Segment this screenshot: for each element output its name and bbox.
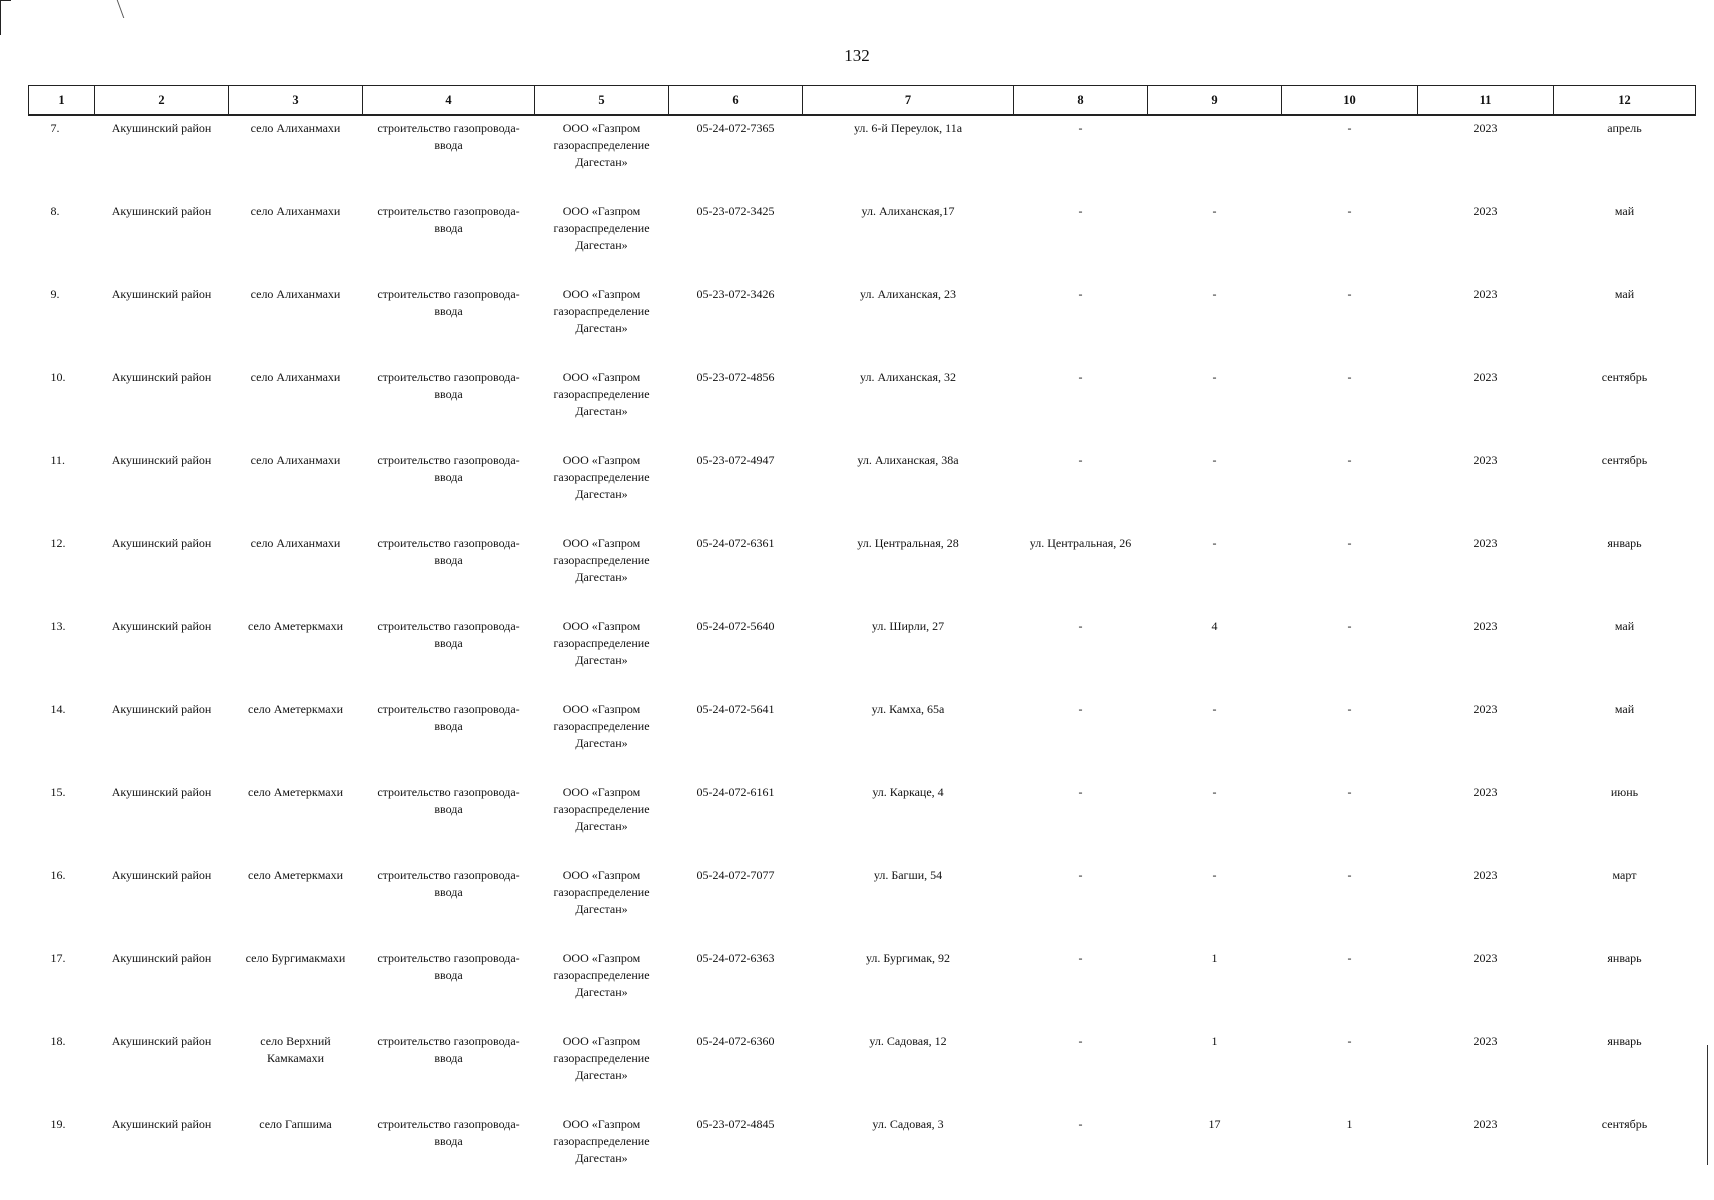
registration-number-cell: 05-24-072-7077 bbox=[696, 868, 775, 882]
settlement-cell: село Аметеркмахи bbox=[247, 868, 344, 882]
work-type-cell: строительство газопровода-ввода bbox=[377, 204, 520, 235]
registration-number-cell: 05-24-072-5641 bbox=[696, 702, 775, 716]
column-10-cell: - bbox=[1347, 785, 1352, 799]
organization-cell: ООО «Газпром газораспределение Дагестан» bbox=[553, 619, 650, 667]
settlement-cell: село Гапшима bbox=[259, 1117, 332, 1131]
month-cell: сентябрь bbox=[1601, 1117, 1648, 1131]
registration-number-cell: 05-24-072-7365 bbox=[696, 121, 775, 135]
address-cell: ул. Алиханская,17 bbox=[861, 204, 955, 218]
organization-cell: ООО «Газпром газораспределение Дагестан» bbox=[553, 1117, 650, 1165]
column-10-cell: 1 bbox=[1346, 1117, 1353, 1131]
address-cell: ул. 6-й Переулок, 11а bbox=[853, 121, 963, 135]
scan-corner-mark bbox=[0, 0, 11, 35]
page-number: 132 bbox=[844, 46, 870, 65]
registration-number-cell: 05-24-072-5640 bbox=[696, 619, 775, 633]
district-cell: Акушинский район bbox=[111, 619, 212, 633]
year-cell: 2023 bbox=[1473, 453, 1498, 467]
column-9-cell: - bbox=[1212, 702, 1217, 716]
organization-cell: ООО «Газпром газораспределение Дагестан» bbox=[553, 370, 650, 418]
district-cell: Акушинский район bbox=[111, 287, 212, 301]
column-8-cell: - bbox=[1078, 619, 1083, 633]
column-8-cell: ул. Центральная, 26 bbox=[1029, 536, 1132, 550]
month-cell: январь bbox=[1607, 536, 1642, 550]
year-cell: 2023 bbox=[1473, 121, 1498, 135]
column-9-cell: 1 bbox=[1211, 951, 1218, 965]
organization-cell: ООО «Газпром газораспределение Дагестан» bbox=[553, 287, 650, 335]
month-cell: май bbox=[1614, 204, 1635, 218]
settlement-cell: село Верхний Камкамахи bbox=[260, 1034, 331, 1065]
district-cell: Акушинский район bbox=[111, 868, 212, 882]
settlement-cell: село Алиханмахи bbox=[250, 121, 341, 135]
column-header: 12 bbox=[1554, 86, 1696, 116]
organization-cell: ООО «Газпром газораспределение Дагестан» bbox=[553, 204, 650, 252]
year-cell: 2023 bbox=[1473, 785, 1498, 799]
column-9-cell: - bbox=[1212, 453, 1217, 467]
month-cell: сентябрь bbox=[1601, 453, 1648, 467]
year-cell: 2023 bbox=[1473, 619, 1498, 633]
address-cell: ул. Садовая, 3 bbox=[872, 1117, 944, 1131]
district-cell: Акушинский район bbox=[111, 453, 212, 467]
column-10-cell: - bbox=[1347, 370, 1352, 384]
table-row bbox=[29, 1029, 1696, 1112]
column-10-cell: - bbox=[1347, 453, 1352, 467]
work-type-cell: строительство газопровода-ввода bbox=[377, 121, 520, 152]
registration-number-cell: 05-23-072-4856 bbox=[696, 370, 775, 384]
row-number: 9. bbox=[50, 287, 60, 301]
column-8-cell: - bbox=[1078, 204, 1083, 218]
column-9-cell: - bbox=[1212, 204, 1217, 218]
district-cell: Акушинский район bbox=[111, 204, 212, 218]
registration-number-cell: 05-24-072-6360 bbox=[696, 1034, 775, 1048]
address-cell: ул. Садовая, 12 bbox=[869, 1034, 947, 1048]
month-cell: май bbox=[1614, 619, 1635, 633]
address-cell: ул. Багши, 54 bbox=[873, 868, 943, 882]
work-type-cell: строительство газопровода-ввода bbox=[377, 951, 520, 982]
month-cell: июнь bbox=[1610, 785, 1639, 799]
column-10-cell: - bbox=[1347, 951, 1352, 965]
column-9-cell bbox=[1148, 115, 1282, 199]
column-header: 7 bbox=[803, 86, 1014, 116]
settlement-cell: село Алиханмахи bbox=[250, 370, 341, 384]
column-10-cell: - bbox=[1347, 536, 1352, 550]
row-number: 19. bbox=[50, 1117, 66, 1131]
table-row bbox=[29, 697, 1696, 780]
column-10-cell: - bbox=[1347, 204, 1352, 218]
register-table bbox=[28, 85, 1696, 1195]
column-header: 5 bbox=[535, 86, 669, 116]
row-number: 11. bbox=[50, 453, 66, 467]
column-header: 1 bbox=[29, 86, 95, 116]
work-type-cell: строительство газопровода-ввода bbox=[377, 702, 520, 733]
month-cell: апрель bbox=[1607, 121, 1642, 135]
registration-number-cell: 05-23-072-4845 bbox=[696, 1117, 775, 1131]
column-8-cell: - bbox=[1078, 121, 1083, 135]
settlement-cell: село Аметеркмахи bbox=[247, 785, 344, 799]
column-8-cell: - bbox=[1078, 1117, 1083, 1131]
column-10-cell: - bbox=[1347, 287, 1352, 301]
work-type-cell: строительство газопровода-ввода bbox=[377, 619, 520, 650]
column-9-cell: - bbox=[1212, 287, 1217, 301]
column-9-cell: - bbox=[1212, 785, 1217, 799]
month-cell: сентябрь bbox=[1601, 370, 1648, 384]
row-number: 16. bbox=[50, 868, 66, 882]
registration-number-cell: 05-23-072-3425 bbox=[696, 204, 775, 218]
registration-number-cell: 05-24-072-6161 bbox=[696, 785, 775, 799]
column-9-cell: - bbox=[1212, 370, 1217, 384]
row-number: 12. bbox=[50, 536, 66, 550]
row-number: 14. bbox=[50, 702, 66, 716]
header-row bbox=[29, 86, 1696, 116]
column-9-cell: 17 bbox=[1208, 1117, 1221, 1131]
month-cell: январь bbox=[1607, 951, 1642, 965]
year-cell: 2023 bbox=[1473, 951, 1498, 965]
row-number: 15. bbox=[50, 785, 66, 799]
table-row bbox=[29, 448, 1696, 531]
organization-cell: ООО «Газпром газораспределение Дагестан» bbox=[553, 868, 650, 916]
column-10-cell: - bbox=[1347, 619, 1352, 633]
table-body bbox=[29, 115, 1696, 1195]
district-cell: Акушинский район bbox=[111, 370, 212, 384]
month-cell: май bbox=[1614, 287, 1635, 301]
year-cell: 2023 bbox=[1473, 1117, 1498, 1131]
settlement-cell: село Аметеркмахи bbox=[247, 702, 344, 716]
settlement-cell: село Аметеркмахи bbox=[247, 619, 344, 633]
settlement-cell: село Алиханмахи bbox=[250, 536, 341, 550]
registration-number-cell: 05-24-072-6361 bbox=[696, 536, 775, 550]
district-cell: Акушинский район bbox=[111, 121, 212, 135]
organization-cell: ООО «Газпром газораспределение Дагестан» bbox=[553, 1034, 650, 1082]
work-type-cell: строительство газопровода-ввода bbox=[377, 1117, 520, 1148]
column-9-cell: 4 bbox=[1211, 619, 1218, 633]
settlement-cell: село Бургимакмахи bbox=[245, 951, 346, 965]
address-cell: ул. Центральная, 28 bbox=[857, 536, 959, 550]
address-cell: ул. Бургимак, 92 bbox=[865, 951, 951, 965]
address-cell: ул. Камха, 65а bbox=[871, 702, 945, 716]
column-8-cell: - bbox=[1078, 702, 1083, 716]
column-header: 6 bbox=[669, 86, 803, 116]
organization-cell: ООО «Газпром газораспределение Дагестан» bbox=[553, 121, 650, 169]
table-row bbox=[29, 614, 1696, 697]
year-cell: 2023 bbox=[1473, 536, 1498, 550]
column-10-cell: - bbox=[1347, 868, 1352, 882]
district-cell: Акушинский район bbox=[111, 536, 212, 550]
month-cell: май bbox=[1614, 702, 1635, 716]
settlement-cell: село Алиханмахи bbox=[250, 287, 341, 301]
row-number: 7. bbox=[50, 121, 60, 135]
registration-number-cell: 05-23-072-4947 bbox=[696, 453, 775, 467]
table-row bbox=[29, 531, 1696, 614]
table-row bbox=[29, 863, 1696, 946]
column-9-cell: 1 bbox=[1211, 1034, 1218, 1048]
column-9-cell: - bbox=[1212, 536, 1217, 550]
scan-edge-mark bbox=[1703, 1045, 1708, 1165]
column-8-cell: - bbox=[1078, 287, 1083, 301]
column-8-cell: - bbox=[1078, 868, 1083, 882]
address-cell: ул. Алиханская, 38а bbox=[857, 453, 959, 467]
organization-cell: ООО «Газпром газораспределение Дагестан» bbox=[553, 785, 650, 833]
row-number: 8. bbox=[50, 204, 60, 218]
work-type-cell: строительство газопровода-ввода bbox=[377, 287, 520, 318]
column-header: 3 bbox=[229, 86, 363, 116]
table-row bbox=[29, 946, 1696, 1029]
district-cell: Акушинский район bbox=[111, 1117, 212, 1131]
row-number: 17. bbox=[50, 951, 66, 965]
column-header: 4 bbox=[363, 86, 535, 116]
year-cell: 2023 bbox=[1473, 287, 1498, 301]
work-type-cell: строительство газопровода-ввода bbox=[377, 785, 520, 816]
table-row bbox=[29, 780, 1696, 863]
table-row bbox=[29, 365, 1696, 448]
district-cell: Акушинский район bbox=[111, 785, 212, 799]
table-row bbox=[29, 115, 1696, 199]
work-type-cell: строительство газопровода-ввода bbox=[377, 536, 520, 567]
row-number: 18. bbox=[50, 1034, 66, 1048]
column-header: 8 bbox=[1014, 86, 1148, 116]
column-8-cell: - bbox=[1078, 951, 1083, 965]
settlement-cell: село Алиханмахи bbox=[250, 204, 341, 218]
address-cell: ул. Алиханская, 32 bbox=[860, 370, 956, 384]
column-10-cell: - bbox=[1347, 702, 1352, 716]
month-cell: март bbox=[1612, 868, 1637, 882]
table-header bbox=[29, 86, 1696, 116]
column-header: 9 bbox=[1148, 86, 1282, 116]
column-10-cell: - bbox=[1347, 1034, 1352, 1048]
work-type-cell: строительство газопровода-ввода bbox=[377, 453, 520, 484]
year-cell: 2023 bbox=[1473, 702, 1498, 716]
year-cell: 2023 bbox=[1473, 370, 1498, 384]
column-10-cell: - bbox=[1347, 121, 1352, 135]
work-type-cell: строительство газопровода-ввода bbox=[377, 1034, 520, 1065]
column-8-cell: - bbox=[1078, 785, 1083, 799]
district-cell: Акушинский район bbox=[111, 951, 212, 965]
table-row bbox=[29, 199, 1696, 282]
registration-number-cell: 05-24-072-6363 bbox=[696, 951, 775, 965]
registration-number-cell: 05-23-072-3426 bbox=[696, 287, 775, 301]
district-cell: Акушинский район bbox=[111, 702, 212, 716]
column-8-cell: - bbox=[1078, 453, 1083, 467]
organization-cell: ООО «Газпром газораспределение Дагестан» bbox=[553, 951, 650, 999]
scan-stroke-mark bbox=[117, 0, 139, 18]
district-cell: Акушинский район bbox=[111, 1034, 212, 1048]
month-cell: январь bbox=[1607, 1034, 1642, 1048]
year-cell: 2023 bbox=[1473, 868, 1498, 882]
column-header: 2 bbox=[95, 86, 229, 116]
column-8-cell: - bbox=[1078, 370, 1083, 384]
organization-cell: ООО «Газпром газораспределение Дагестан» bbox=[553, 536, 650, 584]
column-9-cell: - bbox=[1212, 868, 1217, 882]
organization-cell: ООО «Газпром газораспределение Дагестан» bbox=[553, 702, 650, 750]
column-8-cell: - bbox=[1078, 1034, 1083, 1048]
row-number: 10. bbox=[50, 370, 66, 384]
table-row bbox=[29, 282, 1696, 365]
year-cell: 2023 bbox=[1473, 204, 1498, 218]
work-type-cell: строительство газопровода-ввода bbox=[377, 868, 520, 899]
address-cell: ул. Алиханская, 23 bbox=[860, 287, 956, 301]
year-cell: 2023 bbox=[1473, 1034, 1498, 1048]
settlement-cell: село Алиханмахи bbox=[250, 453, 341, 467]
organization-cell: ООО «Газпром газораспределение Дагестан» bbox=[553, 453, 650, 501]
column-header: 11 bbox=[1418, 86, 1554, 116]
address-cell: ул. Ширли, 27 bbox=[871, 619, 945, 633]
table-row bbox=[29, 1112, 1696, 1195]
row-number: 13. bbox=[50, 619, 66, 633]
column-header: 10 bbox=[1282, 86, 1418, 116]
address-cell: ул. Каркаце, 4 bbox=[872, 785, 944, 799]
work-type-cell: строительство газопровода-ввода bbox=[377, 370, 520, 401]
